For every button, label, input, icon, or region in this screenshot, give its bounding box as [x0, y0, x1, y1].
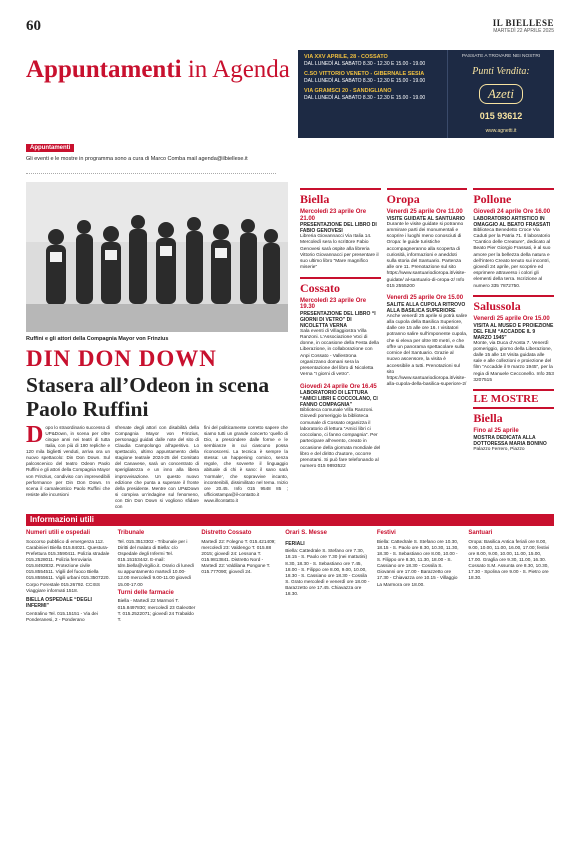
- ad-location: [304, 54, 441, 67]
- info-bar: Informazioni utili: [26, 514, 554, 526]
- event-item[interactable]: [300, 384, 381, 471]
- info-heading: Tribunale: [117, 530, 145, 536]
- ad-location-hours: DAL LUNEDÌ AL SABATO 8.30 - 12.30 E 15.00 - 19.00: [304, 95, 426, 102]
- ad-location-hours: DAL LUNEDÌ AL SABATO 8.30 - 12.30 E 15.00 - 19.00: [304, 78, 426, 84]
- event-title: MOSTRA DEDICATA ALLA DOTTORESSA MARIA BONINO: [473, 434, 547, 447]
- event-title: LABORATORIO ARTISTICO IN OMAGGIO AL BEATO FRASSATI: [473, 215, 551, 228]
- article-photo: [26, 182, 288, 332]
- events-column-oropa: [387, 188, 468, 476]
- info-text: Biella: Cattedrale S. Stefano ore 7.30, 18.15 - S. Paolo ore 7.30 (nei mattutini) 8.30, 18.30 - S. Sebastiano ore 7.45, 18.00 - S. Filippo ore 8.00, 9.00, 10.00, 18.30 - S. Cassiano ore 18.30 - Cossila S. Grato mercoledì e venerdì ore 18.00 - Barazzetto ore 17.45. Chiavazza ore 18.30.: [285, 548, 370, 597]
- article-kicker: DIN DON DOWN: [26, 346, 217, 371]
- event-title: SALITE ALLA CUPOLA RITROVO ALLA BASILICA SUPERIORE: [386, 301, 466, 314]
- info-text: Biella - Martedì 22 Marmori T. 015.8497830; mercoledì 23 Galeotter T. 015.2522071; giovedì 24 Trabaldo T.: [117, 598, 196, 622]
- info-grid: [26, 530, 554, 625]
- event-title: PRESENTAZIONE DEL LIBRO DI FABIO GENOVESI: [300, 222, 377, 235]
- info-heading: Festivi: [376, 530, 396, 536]
- info-text: Martedì 22: Folegno T. 015.421409; mercoledì 23: Valdengo T. 015.88 2015; giovedì 24: Lessona T. 015.9813841. Distretto Nord - Martedì 22: Valdilana Pongone T. 015.777090; giovedì 24.: [201, 538, 276, 575]
- info-column-distretti: [201, 530, 279, 625]
- info-column-messe-feriali: [285, 530, 371, 625]
- event-date: Mercoledì 23 aprile Ore 19.30: [300, 297, 367, 311]
- city-heading-biella-mostre: Biella: [473, 407, 554, 426]
- issue-date: MARTEDÌ 22 APRILE 2025: [493, 28, 554, 34]
- info-column-tribunale: [118, 530, 196, 625]
- ad-locations: [298, 50, 448, 138]
- events-column-pollone: [473, 188, 554, 476]
- info-subheading: FERIALI: [285, 540, 305, 547]
- info-column-numbers: [26, 530, 112, 625]
- intro-label: Appuntamenti: [26, 144, 74, 152]
- section-title-rest: in Agenda: [181, 56, 290, 83]
- event-title: PRESENTAZIONE DEL LIBRO “I GIORNI DI VETRO” DI NICOLETTA VERNA: [300, 310, 376, 329]
- city-heading-salussola: Salussola: [473, 295, 554, 314]
- ad-website[interactable]: www.agnetti.it: [485, 128, 517, 134]
- info-text: Oropa: Basilica Antica feriali ore 8.00, 9.00, 10.00, 11.00, 16.00, 17.00; festivi ore 8.00, 9.00, 10.00, 11.00, 15.00, 17.00. Graglia ore 9.30, 11.00, 16.30. Cossato S.M. Assunta ore 8.30, 10.30, 17.30 - Spolina ore 9.00 - S. Pietro ore 18.30.: [468, 538, 550, 581]
- ad-location-name: VIA GRAMSCI 20 - SANDIGLIANO: [304, 88, 392, 95]
- article-body: [26, 422, 288, 510]
- advertisement[interactable]: [298, 50, 554, 138]
- event-date: Giovedì 24 aprile Ore 16.00: [473, 209, 551, 215]
- ad-logo: Azeti: [479, 84, 523, 104]
- drop-cap: D: [26, 422, 44, 448]
- events-listing: [300, 188, 554, 476]
- event-item[interactable]: [300, 298, 381, 379]
- article-headline[interactable]: Stasera all’Odeon in scena Paolo Ruffini: [26, 373, 270, 421]
- paper-name: IL BIELLESE: [492, 18, 554, 28]
- page-number: 60: [26, 18, 41, 34]
- event-text: Biblioteca comunale Villa Ranzoni. Giovedì pomeriggio la biblioteca comunale di Cossato organizza il laboratorio di lettura “Amici libri ci coccolano, ci fanno compagnia”. Per partecipare all’evento, creato in occasione della giornata mondiale del libro e del diritto d’autore, occorre prenotarsi. Si può fare telefonando al numero 015 9893522: [300, 408, 381, 470]
- info-heading: Numeri utili e ospedali: [26, 530, 91, 536]
- event-item[interactable]: [300, 209, 381, 272]
- ad-top-line: PASSATE A TROVARE NEI NOSTRI: [461, 54, 541, 59]
- event-date: Giovedì 24 aprile Ore 16.45: [300, 383, 377, 390]
- photo-caption: Ruffini e gli attori della Compagnia Mayor von Frinzius: [26, 336, 169, 342]
- article-column-1: [26, 422, 110, 510]
- info-heading: Turni delle farmacie: [117, 589, 174, 596]
- event-item[interactable]: [473, 316, 554, 384]
- intro-text: [26, 156, 276, 174]
- event-text: Biblioteca Benedetto Croce Via Caduti per la Patria 71. Il laboratorio “Cantico delle Creature”, dedicato al Beato Pier Giorgio Frassati, è al suo amore per la bellezza della natura e dell’intero Creato tenuto sui incontri, giovedì 24 aprile, per scoprire ed esprimere attraverso i colori gli elementi della terra. Iscrizione al numero 335 7872750.: [473, 227, 551, 289]
- info-heading: Santuari: [468, 530, 493, 536]
- info-heading: Distretto Cossato: [201, 530, 252, 536]
- event-item[interactable]: [473, 209, 554, 290]
- event-date: Venerdì 25 aprile Ore 11.00: [386, 209, 463, 215]
- exhibition-item[interactable]: [473, 428, 554, 453]
- section-title: [26, 56, 290, 84]
- info-column-messe-festivi: [377, 530, 463, 625]
- ad-location-name: C.SO VITTORIO VENETO - GIBERNALE SESIA: [304, 71, 425, 78]
- event-item[interactable]: [387, 209, 468, 290]
- article-column-2: sfrenate degli attori con disabilità della Compagnia Mayor von Frinzius, personaggi guidati dalle note del sito di Claudia Campolongo all’aperitivo. Lo spettacolo, ultimo appuntamento della stagione teatrale 2024-25 del Comitato del Canavese, sarà un concentrato di sperigliatezza e un inno alla libera improvvisazione. Un questo nuovo edizione che punta a superare il fronte della presidente. Mentre con UP&Down si compiva un’indagine sul fenomeno, con Din Don Down si vogliono sfidare con: [115, 425, 199, 509]
- article-column-3: fini del politicamente corretto sapere che siamo tutti un grande concerto ‘quello di Dio, a prescindere dalle forme e le sembianze in cui ciascuno possa riconoscersi. La tecnica è sempre la stessa: un happening comico, senza regole, che sovverte il linguaggio abituale di chi è sano: il sano sarà ‘normale’, che sopravvive incanto, incontenibili, dissimilitato nel tema. Inizio ore 20.45. Info 015 9548 85 ; ufficiostampa@il-contatto.it www.illcontatto.it: [204, 425, 288, 503]
- masthead: [493, 18, 554, 34]
- events-column-biella-cossato: [300, 188, 381, 476]
- section-title-bold: Appuntamenti: [26, 56, 182, 83]
- intro-divider: [26, 173, 276, 174]
- ad-punti-vendita: Punti Vendita:: [472, 66, 530, 77]
- event-date: Venerdì 25 aprile Ore 15.00: [386, 295, 464, 302]
- event-date: Fino al 25 aprile: [473, 428, 519, 435]
- city-heading-biella: Biella: [300, 188, 381, 207]
- info-text: Soccorso pubblico di emergenza 112. Carabinieri Biella 015.84021. Questura-Prefettura 015.3590411. Polizia stradale 015.2528011. Polizia ferroviaria 015.8492832. Protezione civile 015.8554511. Vigili del fuoco Biella 015.8555611. Vigili urbani 015.3507220. Corpo Forestale 015.26792. CCISS Viaggiare informati 1518.: [26, 538, 110, 593]
- info-text: Centralino Tel. 015.15151 - Via dei Ponderanesi, 2 - Ponderano: [26, 610, 98, 622]
- ad-phone: 015 93612: [479, 111, 523, 121]
- event-date: Venerdì 25 aprile Ore 15.00: [473, 315, 550, 322]
- event-title: LABORATORIO DI LETTURA “AMICI LIBRI E COCCOLANO, CI FANNO COMPAGNIA”: [300, 390, 378, 409]
- event-title: VISITA AL MUSEO E PROIEZIONE DEL FILM “ACCADDE IL 9 MARZO 1945”: [473, 322, 554, 341]
- ad-location: [304, 88, 441, 101]
- ad-location: [304, 71, 441, 84]
- event-title: VISITE GUIDATE AL SANTUARIO: [386, 215, 465, 222]
- event-text: Libreria Giovannacci Via Italia 14. Mercoledì sera lo scrittore Fabio Genovesi sarà ospite alla libreria Vittorio Giovannacci per presentare il suo ultimo libro “Mare magnifico miserie”: [300, 234, 379, 271]
- ad-brand: [448, 50, 554, 138]
- event-text: Monte, via Duca d’Aosta 7. Venerdì pomeriggio, giorno della Liberazione, dalle 15 alle 18 Visita guidata alle sale e alle collezioni e proiezione del film “Accadde il 9 marzo 1945”, per la regia di Manuele Cecconello. Info 353 3207515: [473, 340, 554, 383]
- ad-location-hours: DAL LUNEDÌ AL SABATO 8.30 - 12.30 E 15.00 - 19.00: [304, 60, 426, 67]
- info-heading: Orari S. Messe: [285, 530, 327, 536]
- info-subheading: BIELLA OSPEDALE “DEGLI INFERMI”: [26, 596, 92, 610]
- event-text: Durante le visite guidate si potranno ammirare parti dei monumentali e scoprire i luoghi meno conosciuti di Oropa: le guide turistiche accompagneranno alla scoperta di curiosità, informazioni e aneddoti sulla storia del Santuario. Partenza alle ore 11. Prenotazione sul sito https://www.santuariodioropa.it/visite-guidate/ al-santuario-di-oropa-2/ Info 015 2555200: [386, 221, 466, 289]
- city-heading-pollone: Pollone: [473, 188, 554, 207]
- city-heading-cossato: Cossato: [300, 277, 381, 296]
- event-item[interactable]: [387, 295, 468, 388]
- city-heading-oropa: Oropa: [387, 188, 468, 207]
- info-column-santuari: [468, 530, 554, 625]
- exhibitions-heading: LE MOSTRE: [473, 389, 554, 405]
- event-text: Palazzo Ferrero, Piazzo: [473, 446, 525, 452]
- info-text: Tel. 015.3513302 - Tribunale per i Diritti del malato di Biella: c/o Ospedale degli Infermi Tel. 015.15153442. E-mail: tdm.biella@virgilio.it. Orario di lunedì su appuntamento martedì 10.00-12.00 mercoledì 9.00-11.00 giovedì 15.00-17.00: [117, 538, 194, 587]
- ad-location-name: VIA XXV APRILE, 28 - COSSATO: [304, 54, 388, 60]
- actors-group-image: [26, 182, 288, 332]
- event-date: Mercoledì 23 aprile Ore 21.00: [300, 209, 367, 222]
- event-text: Anche venerdì 25 aprile si potrà salire alla cupola della Basilica Superiore, dalle ore 15 alle ore 16. I visitatori potranno salire sull’imponente cupola, che si eleva per oltre 80 metri, e che offre un panorama spettacolare sulla cornice del Santuario. Grazie al nuovo ascensore, la visita è accessibile a tutti. Prenotazioni sul sito https://www.santuariodioropa.it/visite-alla-cupola-della-basilica-superiore-2/: [386, 313, 468, 388]
- info-text: Biella: Cattedrale S. Stefano ore 10.30, 18.15 - S. Paolo ore 8.30, 10.30, 11.30, 18.30 - S. Sebastiano ore 8.00, 10.00 - S. Filippo ore 8.30, 11.30, 18.00 - S. Cassiano ore 18.30 - Cossila S. Giovanni ore 17.00 - Barazzetto ore 17.30 - Chiavazza ore 10.15 - Villaggio La Marmora ore 18.00.: [376, 538, 459, 587]
- event-text: Sala eventi di Villaggiostra Villa Ranzoni. L’Associazione Voci di donne, in occasione della Festa della Liberazione, in collaborazione con Anpi Cossato - Vallestrona organizzano domani sera la presentazione del libro di Nicoletta Verna “I giorni di vetro”.: [300, 328, 379, 378]
- article-text: opo lo straordinario successo di UP&Down, in scena per oltre cinque anni nei teatri di tutta Italia, con più di 180 repliche e 120 mila biglietti venduti, arriva ora un nuovo spettacolo: Din Don Down. Sul palcoscenico del teatro Odeon Paolo Ruffini e gli attori della Compagnia Mayor von Frinzius, condiviso con imprevedibili performance per Din Don Down. In scena il camaleontico Paolo Ruffini che resiste alle incursioni: [26, 425, 110, 497]
- intro-body: Gli eventi e le mostre in programma sono a cura di Marco Comba mail agenda@ilbiellese.it: [26, 156, 248, 162]
